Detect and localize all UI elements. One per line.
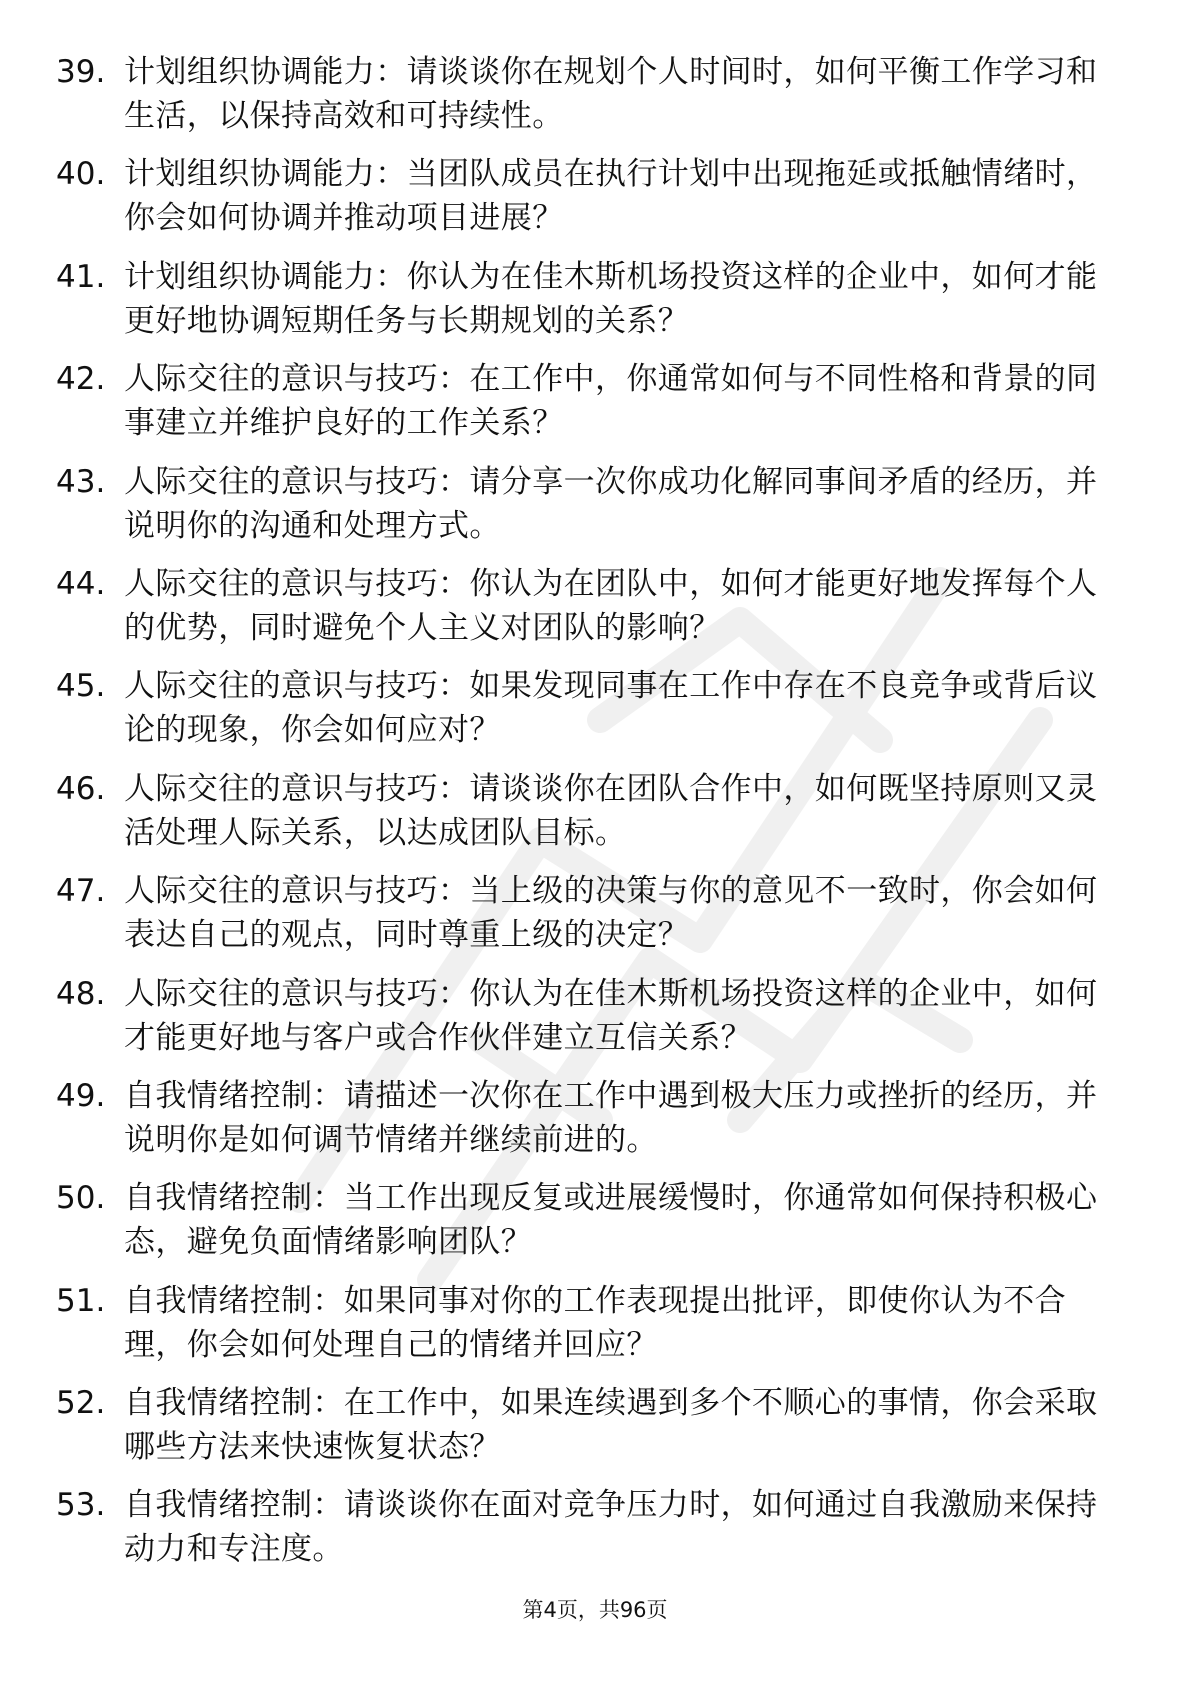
question-text: 计划组织协调能力：当团队成员在执行计划中出现拖延或抵触情绪时，你会如何协调并推动项目进展？ [124, 156, 1098, 237]
question-item [56, 152, 1116, 254]
question-item [56, 767, 1116, 869]
question-item [56, 1176, 1116, 1278]
page-footer: 第4页，共96页 [522, 1598, 668, 1622]
question-text: 人际交往的意识与技巧：你认为在团队中，如何才能更好地发挥每个人的优势，同时避免个人主义对团队的影响？ [124, 565, 1098, 646]
question-item [56, 869, 1116, 971]
question-number: 40. [56, 156, 106, 193]
question-item [56, 50, 1116, 152]
question-item [56, 1074, 1116, 1176]
question-list [56, 50, 1116, 1586]
question-number: 51. [56, 1282, 106, 1319]
question-text: 计划组织协调能力：请谈谈你在规划个人时间时，如何平衡工作学习和生活，以保持高效和可持续性。 [124, 54, 1098, 134]
question-number: 47. [56, 873, 106, 910]
question-text: 人际交往的意识与技巧：你认为在佳木斯机场投资这样的企业中，如何才能更好地与客户或合作伙伴建立互信关系？ [124, 975, 1098, 1056]
question-number: 46. [56, 770, 106, 807]
question-item [56, 664, 1116, 766]
question-item [56, 255, 1116, 357]
question-number: 42. [56, 361, 106, 398]
question-number: 52. [56, 1385, 106, 1422]
question-item [56, 460, 1116, 562]
question-text: 计划组织协调能力：你认为在佳木斯机场投资这样的企业中，如何才能更好地协调短期任务与长期规划的关系？ [124, 258, 1098, 339]
question-number: 45. [56, 668, 106, 705]
question-number: 50. [56, 1180, 106, 1217]
question-number: 43. [56, 463, 106, 500]
question-text: 自我情绪控制：请谈谈你在面对竞争压力时，如何通过自我激励来保持动力和专注度。 [124, 1487, 1098, 1568]
question-text: 人际交往的意识与技巧：在工作中，你通常如何与不同性格和背景的同事建立并维护良好的工作关系？ [124, 361, 1098, 442]
question-text: 自我情绪控制：请描述一次你在工作中遇到极大压力或挫折的经历，并说明你是如何调节情绪并继续前进的。 [124, 1077, 1098, 1158]
question-text: 人际交往的意识与技巧：请谈谈你在团队合作中，如何既坚持原则又灵活处理人际关系，以达成团队目标。 [124, 770, 1098, 851]
question-item [56, 562, 1116, 664]
question-text: 人际交往的意识与技巧：请分享一次你成功化解同事间矛盾的经历，并说明你的沟通和处理方式。 [124, 463, 1098, 544]
question-number: 48. [56, 975, 106, 1012]
question-item [56, 1279, 1116, 1381]
question-text: 自我情绪控制：如果同事对你的工作表现提出批评，即使你认为不合理，你会如何处理自己的情绪并回应？ [124, 1282, 1066, 1363]
question-number: 49. [56, 1077, 106, 1114]
question-text: 自我情绪控制：当工作出现反复或进展缓慢时，你通常如何保持积极心态，避免负面情绪影响团队？ [124, 1180, 1098, 1261]
question-item [56, 1381, 1116, 1483]
question-text: 人际交往的意识与技巧：当上级的决策与你的意见不一致时，你会如何表达自己的观点，同时尊重上级的决定？ [124, 873, 1098, 954]
question-number: 39. [56, 54, 106, 90]
question-item [56, 972, 1116, 1074]
question-number: 44. [56, 565, 106, 602]
question-text: 人际交往的意识与技巧：如果发现同事在工作中存在不良竞争或背后议论的现象，你会如何应对？ [124, 668, 1098, 749]
question-item [56, 1483, 1116, 1585]
question-number: 41. [56, 258, 106, 295]
question-number: 53. [56, 1487, 106, 1524]
question-text: 自我情绪控制：在工作中，如果连续遇到多个不顺心的事情，你会采取哪些方法来快速恢复状态？ [124, 1385, 1098, 1466]
question-item [56, 357, 1116, 459]
